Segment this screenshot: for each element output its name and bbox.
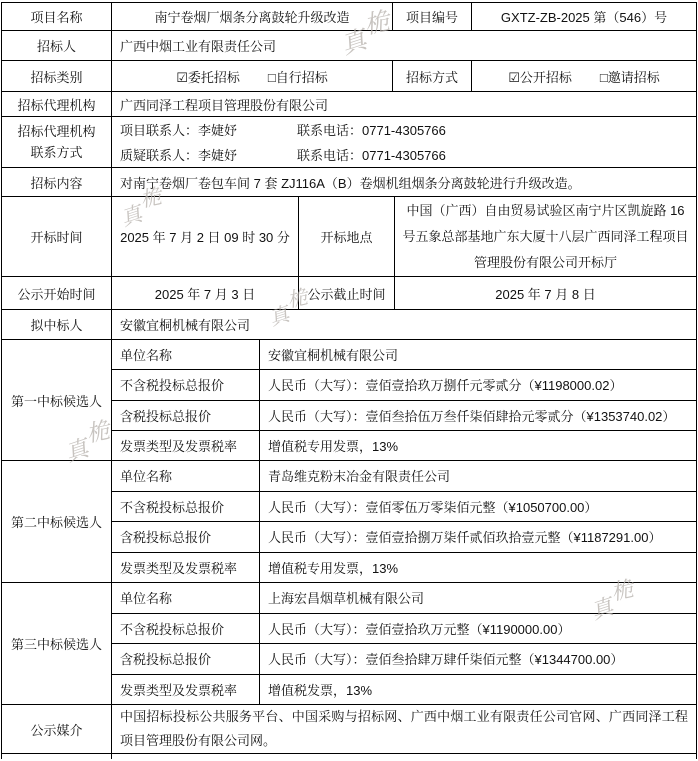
media-cell xyxy=(112,705,697,754)
project-contact-phone: 联系电话：0771-4305766 xyxy=(297,123,446,138)
candidate-1-row-price-extax xyxy=(112,370,697,400)
field-label: 单位名称 xyxy=(112,461,260,492)
opening-place-value: 中国（广西）自由贸易试验区南宁片区凯旋路 16 号五象总部基地广东大厦十八层广西同泽工程项目管理股份有限公司开标厅 xyxy=(402,202,689,270)
candidate-1-row-name xyxy=(112,340,697,370)
field-value: 青岛维克粉末冶金有限责任公司 xyxy=(260,461,697,492)
field-value: 增值税发票，13% xyxy=(260,675,697,706)
row-tenderer xyxy=(2,31,697,61)
open-checkbox-checked: ☑公开招标 xyxy=(508,69,572,85)
candidate-1-row-invoice xyxy=(112,431,697,461)
row-agency xyxy=(2,92,697,117)
candidate-block-1 xyxy=(2,340,697,461)
candidate-2-row-name xyxy=(112,461,697,492)
project-contact-person: 项目联系人：李婕妤 xyxy=(120,123,238,138)
watermark-stamp: 真桅 xyxy=(587,575,639,625)
entrust-checkbox-checked: ☑委托招标 xyxy=(176,69,240,85)
field-label: 单位名称 xyxy=(112,583,260,614)
project-number-label: 项目编号 xyxy=(393,3,472,31)
field-label: 不含税投标总报价 xyxy=(112,492,260,523)
row-sliver xyxy=(2,754,697,759)
tenderer-value: 广西中烟工业有限责任公司 xyxy=(112,31,697,61)
field-label: 发票类型及发票税率 xyxy=(112,431,260,461)
row-content xyxy=(2,168,697,197)
candidate-1-group-label: 第一中标候选人 xyxy=(2,340,112,461)
candidate-3-row-price-tax xyxy=(112,644,697,675)
invite-checkbox-unchecked: □邀请招标 xyxy=(599,69,660,85)
field-value: 安徽宜桐机械有限公司 xyxy=(260,340,697,370)
opening-place-label: 开标地点 xyxy=(299,197,395,277)
sliver-cell xyxy=(2,754,112,759)
field-value: 人民币（大写）：壹佰叁拾伍万叁仟柒佰肆拾元零贰分（¥1353740.02） xyxy=(260,401,697,431)
contact-label-line1: 招标代理机构 xyxy=(17,124,96,139)
field-value: 人民币（大写）：壹佰壹拾玖万捌仟元零贰分（¥1198000.02） xyxy=(260,370,697,400)
field-value: 上海宏昌烟草机械有限公司 xyxy=(260,583,697,614)
sliver-cell xyxy=(112,754,697,759)
candidate-3-group-label: 第三中标候选人 xyxy=(2,583,112,705)
winner-value: 安徽宜桐机械有限公司 xyxy=(112,310,697,340)
row-media xyxy=(2,705,697,754)
candidate-3-row-name xyxy=(112,583,697,614)
row-opening xyxy=(2,197,697,277)
field-value: 增值税专用发票，13% xyxy=(260,553,697,584)
media-label: 公示媒介 xyxy=(2,705,112,754)
query-contact-phone: 联系电话：0771-4305766 xyxy=(297,148,446,163)
contact-line-query xyxy=(120,142,688,167)
field-label: 发票类型及发票税率 xyxy=(112,553,260,584)
contact-label-line2: 联系方式 xyxy=(30,145,83,160)
publicity-end-value: 2025 年 7 月 8 日 xyxy=(395,277,697,310)
self-checkbox-unchecked: □自行招标 xyxy=(267,69,328,85)
content-label: 招标内容 xyxy=(2,168,112,197)
candidate-block-2 xyxy=(2,461,697,583)
content-value: 对南宁卷烟厂卷包车间 7 套 ZJ116A（B）卷烟机组烟条分离鼓轮进行升级改造。 xyxy=(112,168,697,197)
field-value: 人民币（大写）：壹佰零伍万零柒佰元整（¥1050700.00） xyxy=(260,492,697,523)
watermark-stamp: 真桅 xyxy=(118,184,167,231)
project-name-value: 南宁卷烟厂烟条分离鼓轮升级改造 xyxy=(112,3,393,31)
category-label: 招标类别 xyxy=(2,61,112,92)
project-number-value: GXTZ-ZB-2025 第（546）号 xyxy=(472,3,697,31)
field-label: 不含税投标总报价 xyxy=(112,614,260,645)
row-winner xyxy=(2,310,697,340)
field-label: 含税投标总报价 xyxy=(112,522,260,553)
candidate-2-group-label: 第二中标候选人 xyxy=(2,461,112,583)
query-contact-person: 质疑联系人：李婕妤 xyxy=(120,148,238,163)
project-name-label: 项目名称 xyxy=(2,3,112,31)
tenderer-label: 招标人 xyxy=(2,31,112,61)
contact-value xyxy=(112,117,697,168)
publicity-end-label: 公示截止时间 xyxy=(299,277,395,310)
row-publicity xyxy=(2,277,697,310)
agency-label: 招标代理机构 xyxy=(2,92,112,117)
candidate-1-row-price-tax xyxy=(112,401,697,431)
row-category xyxy=(2,61,697,92)
method-label: 招标方式 xyxy=(393,61,472,92)
candidate-3-row-invoice xyxy=(112,675,697,706)
agency-value: 广西同泽工程项目管理股份有限公司 xyxy=(112,92,697,117)
field-label: 含税投标总报价 xyxy=(112,644,260,675)
publicity-start-value: 2025 年 7 月 3 日 xyxy=(112,277,299,310)
field-value: 人民币（大写）：壹佰壹拾捌万柒仟贰佰玖拾壹元整（¥1187291.00） xyxy=(260,522,697,553)
field-label: 单位名称 xyxy=(112,340,260,370)
publicity-start-label: 公示开始时间 xyxy=(2,277,112,310)
field-label: 发票类型及发票税率 xyxy=(112,675,260,706)
field-value: 人民币（大写）：壹佰壹拾玖万元整（¥1190000.00） xyxy=(260,614,697,645)
candidate-2-row-price-extax xyxy=(112,492,697,523)
contact-label xyxy=(2,117,112,168)
field-label: 含税投标总报价 xyxy=(112,401,260,431)
contact-line-project xyxy=(120,117,688,142)
candidate-2-row-invoice xyxy=(112,553,697,584)
field-value: 增值税专用发票，13% xyxy=(260,431,697,461)
field-label: 不含税投标总报价 xyxy=(112,370,260,400)
method-options xyxy=(472,61,697,92)
candidate-3-row-price-extax xyxy=(112,614,697,645)
winner-label: 拟中标人 xyxy=(2,310,112,340)
tender-announcement-table xyxy=(1,2,697,759)
opening-time-label: 开标时间 xyxy=(2,197,112,277)
row-project xyxy=(2,3,697,31)
field-value: 人民币（大写）：壹佰叁拾肆万肆仟柒佰元整（¥1344700.00） xyxy=(260,644,697,675)
watermark-stamp: 真桅 xyxy=(266,285,313,331)
candidate-2-row-price-tax xyxy=(112,522,697,553)
media-value: 中国招标投标公共服务平台、中国采购与招标网、广西中烟工业有限责任公司官网、广西同泽工程项目管理股份有限公司网。 xyxy=(120,709,688,748)
opening-time-value: 2025 年 7 月 2 日 09 时 30 分 xyxy=(112,197,299,277)
category-options xyxy=(112,61,393,92)
candidate-block-3 xyxy=(2,575,697,705)
row-contact xyxy=(2,117,697,168)
watermark-stamp: 真桅 xyxy=(61,416,115,467)
opening-place-cell xyxy=(395,197,697,277)
watermark-stamp: 真桅 xyxy=(337,6,395,60)
